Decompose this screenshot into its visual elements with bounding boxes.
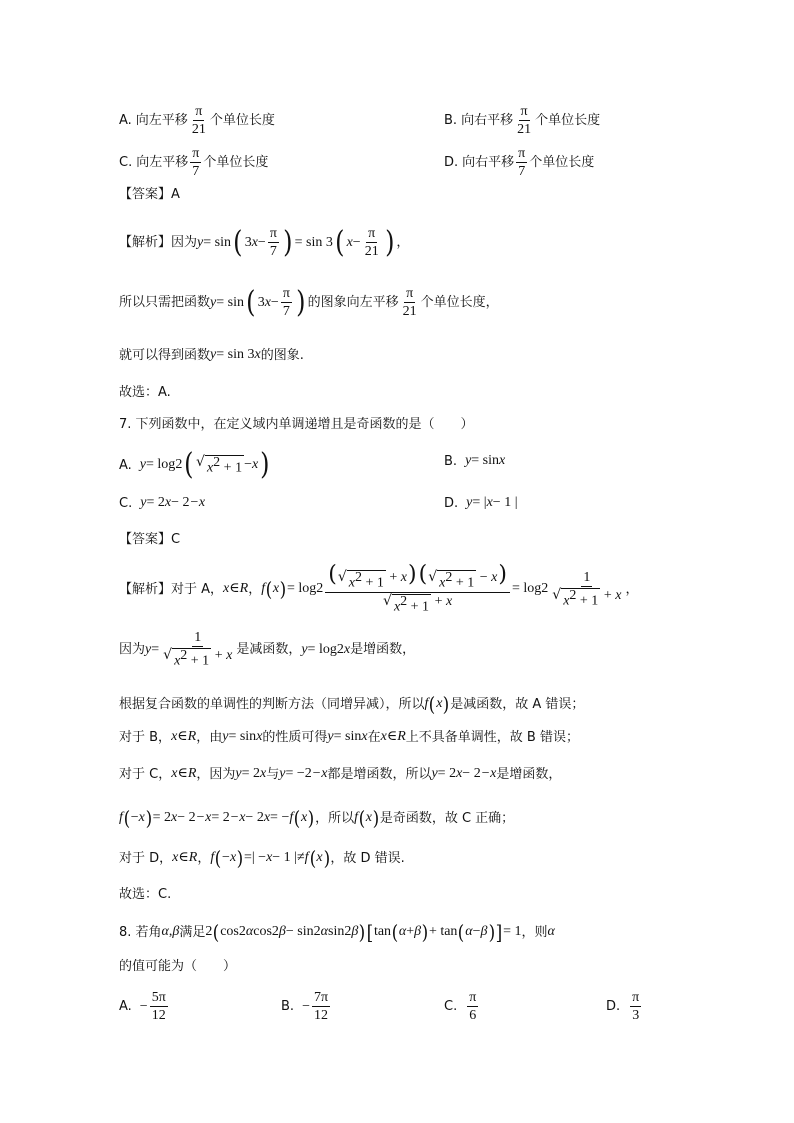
fraction: 1 √ $x^2 + 1$ + x xyxy=(163,630,233,669)
q6-option-a xyxy=(119,104,275,138)
numerator: π xyxy=(516,146,527,163)
analysis-6-line-1: 【解析】 因为 y = sin ( 3 x − $\frac{\pi}{7}$ ) = sin 3 ( x − $\frac{\pi}{21}$ ) ， xyxy=(119,224,410,260)
text: 是增函数， xyxy=(350,642,416,658)
option-label: D. xyxy=(606,999,621,1015)
analysis-6-line-2: 所以只需把函数 y = sin ( 3 x − $\frac{\pi}{7}$ ) 的图象向左平移 $\frac{\pi}{21}$ 个单位长度， xyxy=(119,284,499,320)
analysis-7-line-6: f ( − x ) = 2 x − 2 −x = 2 −x − 2 x = − f ( x ) ，所以 f ( x ) 是奇函数，故 C 正确； xyxy=(119,806,515,830)
answer-6 xyxy=(119,188,180,201)
square-root: √ $x^2 + 1$ xyxy=(196,453,243,476)
fraction: $\frac{\pi}{7}$ xyxy=(282,286,290,320)
text: 在 xyxy=(367,729,381,745)
fraction xyxy=(190,104,208,138)
option-text: 向右平移 xyxy=(461,113,514,129)
text: 对于 A， xyxy=(171,581,224,597)
choose-6: 故选：A. xyxy=(119,385,171,400)
answer-tag: 【答案】 xyxy=(119,187,172,202)
option-label: B. xyxy=(444,113,458,129)
text: 是减函数，故 A 错误； xyxy=(450,696,585,712)
answer-value: C xyxy=(171,532,181,547)
denominator: 7 xyxy=(518,164,526,180)
fraction: $\frac{\pi}{21}$ xyxy=(364,226,379,260)
fraction xyxy=(516,146,527,180)
denominator: 21 xyxy=(517,122,532,138)
analysis-7-line-3: 根据复合函数的单调性的判断方法（同增异减），所以 f ( x ) 是减函数，故 A 错误； xyxy=(119,692,585,716)
text: 上不具备单调性，故 B 错误； xyxy=(405,729,579,745)
text: 的图象向左平移 xyxy=(307,295,399,311)
analysis-7-line-1: 【解析】 对于 A， x ∈ R ， f ( x ) = log 2 ( √ $x^2 + 1$ + x)( √ $x^2 + 1$ − x) √ $x^2 + 1$ + x = log 2 1 √ $x^2 + 1$ + x ， xyxy=(119,562,639,615)
text: 因为 xyxy=(119,642,146,658)
analysis-7-line-2: 因为 y = 1 √ $x^2 + 1$ + x 是减函数， y = log 2 x 是增函数， xyxy=(119,630,416,669)
text: 对于 C， xyxy=(119,766,172,782)
option-tail: 个单位长度 xyxy=(535,113,601,129)
text: 因为 xyxy=(171,235,198,251)
formula: y xyxy=(197,234,204,250)
q8-option-c xyxy=(444,990,480,1024)
text: 所以只需把函数 xyxy=(119,295,211,311)
fraction xyxy=(190,146,201,180)
q6-option-b xyxy=(444,104,600,138)
text: ，则 xyxy=(521,924,548,940)
question-8-stem-line-2: 的值可能为（ ） xyxy=(119,959,237,974)
q6-option-c xyxy=(119,146,268,180)
text: ，因为 xyxy=(196,766,236,782)
answer-7 xyxy=(119,533,180,546)
question-8-stem-line-1: 8. 若角 α , β 满足 2 ( cos 2 α cos 2 β − sin 2 α sin 2 β ) [ tan ( α + β ) + tan ( α − β ) ] = 1 ，则 α xyxy=(119,920,555,944)
text: 个单位长度， xyxy=(420,295,499,311)
option-label: C. xyxy=(444,999,458,1015)
text: ，所以 xyxy=(315,810,355,826)
option-tail: 个单位长度 xyxy=(209,113,275,129)
q7-option-b: B. y = sin x xyxy=(444,453,506,469)
analysis-tag: 【解析】 xyxy=(119,581,172,597)
text: 的图象. xyxy=(260,347,304,363)
text: 对于 D， xyxy=(119,850,173,866)
text: 对于 B， xyxy=(119,729,172,745)
text: ，由 xyxy=(196,729,223,745)
text: 是减函数， xyxy=(236,642,302,658)
text: 8. 若角 xyxy=(119,924,162,940)
text: 根据复合函数的单调性的判断方法（同增异减），所以 xyxy=(119,696,425,712)
option-label: A. xyxy=(119,113,132,129)
denominator: 7 xyxy=(192,164,200,180)
fraction: $\frac{\pi}{21}$ xyxy=(402,286,417,320)
answer-value: A xyxy=(171,187,180,202)
option-tail: 个单位长度 xyxy=(203,155,269,171)
question-7-stem: 7. 下列函数中，在定义域内单调递增且是奇函数的是（ ） xyxy=(119,417,474,432)
option-label: B. xyxy=(444,453,458,469)
text: 满足 xyxy=(179,924,206,940)
numerator: π xyxy=(519,104,530,121)
fraction: $\frac{7\pi}{12}$ xyxy=(313,990,329,1024)
analysis-6-line-3: 就可以得到函数 y = sin 3 x 的图象. xyxy=(119,347,304,363)
option-text: 向左平移 xyxy=(136,155,189,171)
analysis-7-line-5: 对于 C， x ∈ R ，因为 y = 2 x 与 y = −2 −x 都是增函数，所以 y = 2 x − 2 −x 是增函数， xyxy=(119,766,562,782)
q8-option-a: A. − $\frac{5\pi}{12}$ xyxy=(119,990,166,1024)
choose-7: 故选：C. xyxy=(119,887,172,902)
text: 的性质可得 xyxy=(262,729,328,745)
q8-option-d xyxy=(606,990,643,1024)
fraction: $\frac{\pi}{7}$ xyxy=(269,226,277,260)
q7-option-a: A. y = log 2 ( √ $x^2 + 1$ − x ) xyxy=(119,447,270,482)
text: 都是增函数，所以 xyxy=(327,766,432,782)
text: 与 xyxy=(266,766,280,782)
option-label: C. xyxy=(119,155,133,171)
option-text: 向左平移 xyxy=(135,113,188,129)
text: ，故 D 错误. xyxy=(330,850,405,866)
fraction: ( √ $x^2 + 1$ + x)( √ $x^2 + 1$ − x) √ $x^2 + 1$ + x xyxy=(325,564,510,614)
q8-option-b: B. − $\frac{7\pi}{12}$ xyxy=(281,990,329,1024)
numerator: π xyxy=(190,146,201,163)
text: 是奇函数，故 C 正确； xyxy=(379,810,515,826)
option-text: 向右平移 xyxy=(462,155,515,171)
option-label: A. xyxy=(119,457,132,473)
option-tail: 个单位长度 xyxy=(529,155,595,171)
numerator: π xyxy=(193,104,204,121)
q7-option-d: D. y = | x − 1 | xyxy=(444,495,518,511)
fraction: 1 √ $x^2 + 1$ + x xyxy=(552,569,622,609)
option-label: D. xyxy=(444,155,459,171)
fraction: $\frac{5\pi}{12}$ xyxy=(151,990,166,1024)
option-label: D. xyxy=(444,495,459,511)
option-label: C. xyxy=(119,495,133,511)
analysis-tag: 【解析】 xyxy=(119,235,172,251)
text: 就可以得到函数 xyxy=(119,347,211,363)
denominator: 21 xyxy=(191,122,206,138)
analysis-7-line-7: 对于 D， x ∈ R ， f ( − x ) =| − x − 1 |≠ f ( x ) ，故 D 错误. xyxy=(119,846,405,870)
q7-option-c: C. y = 2 x − 2 −x xyxy=(119,495,206,511)
answer-tag: 【答案】 xyxy=(119,532,172,547)
fraction: $\frac{\pi}{3}$ xyxy=(632,990,640,1024)
q6-option-d xyxy=(444,146,594,180)
option-label: B. xyxy=(281,999,295,1015)
analysis-7-line-4: 对于 B， x ∈ R ，由 y = sin x 的性质可得 y = sin x 在 x ∈ R 上不具备单调性，故 B 错误； xyxy=(119,729,579,745)
fraction xyxy=(515,104,533,138)
option-label: A. xyxy=(119,999,132,1015)
fraction: $\frac{\pi}{6}$ xyxy=(469,990,477,1024)
text: 是增函数， xyxy=(496,766,562,782)
